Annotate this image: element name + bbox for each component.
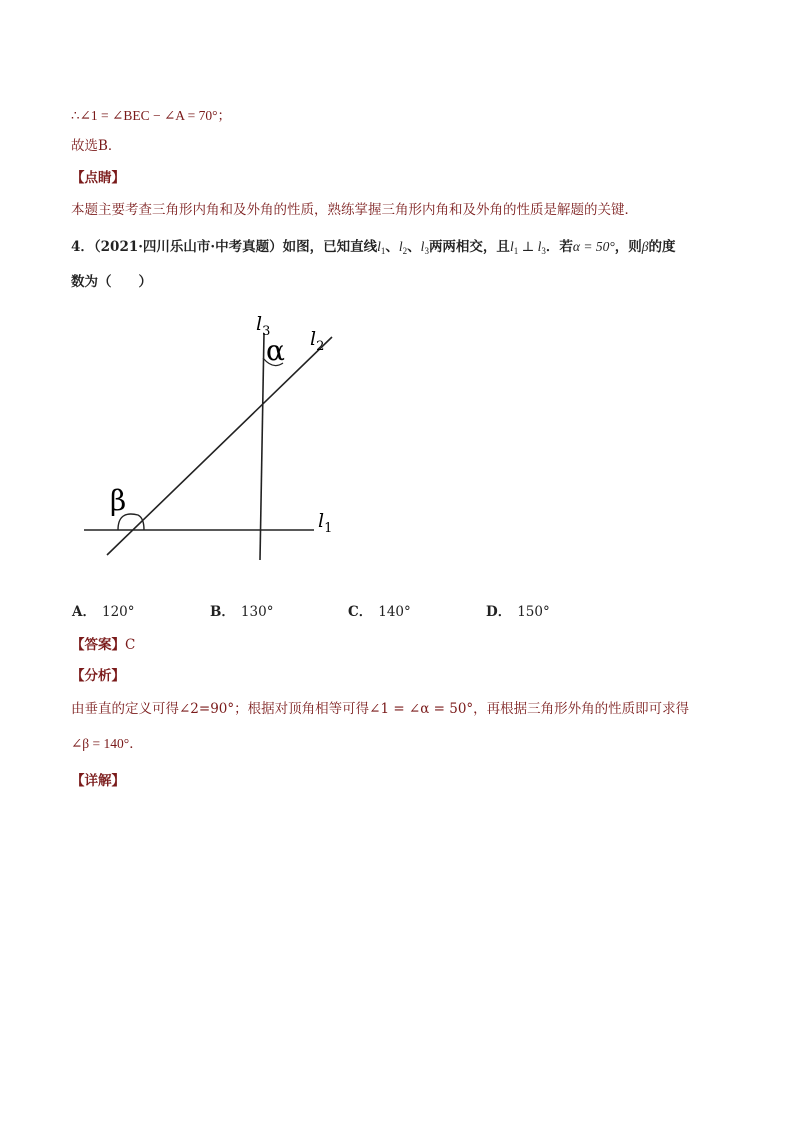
option-value: 140° (378, 604, 411, 620)
answer-value: C (125, 637, 136, 653)
stem-part: 的度 (648, 239, 676, 255)
question-source: （2021·四川乐山市·中考真题） (93, 239, 283, 255)
separator: 、 (407, 239, 421, 255)
stem-part: 如图，已知直线 (282, 239, 378, 255)
label-l3: $l_3$ (256, 313, 271, 339)
option-a[interactable] (72, 600, 135, 620)
analysis-line2: ∠β = 140°． (71, 736, 143, 751)
question-stem-line2: 数为（ ） (71, 274, 152, 290)
conclusion-line: ∴∠1 = ∠BEC − ∠A = 70°； (71, 108, 232, 123)
perp-expression (510, 239, 546, 254)
comment-text: 本题主要考查三角形内角和及外角的性质，熟练掌握三角形内角和及外角的性质是解题的关键． (71, 202, 638, 218)
option-value: 150° (517, 604, 550, 620)
option-letter: C． (348, 604, 373, 620)
subscript: 3 (541, 246, 546, 256)
line-l3 (260, 333, 264, 560)
option-b[interactable] (210, 600, 273, 620)
label-beta: β (110, 484, 127, 517)
l-letter: l (537, 239, 542, 254)
subscript: 3 (424, 246, 429, 256)
stem-part: 两两相交，且 (428, 239, 510, 255)
option-value: 120° (101, 604, 135, 620)
l-letter: l (377, 239, 381, 254)
l-letter: l (509, 239, 514, 254)
option-d[interactable] (486, 600, 550, 620)
option-letter: A． (72, 604, 96, 620)
option-c[interactable] (348, 600, 411, 620)
label-l2: $l_2$ (310, 328, 325, 354)
subscript: 1 (513, 246, 519, 256)
subscript: 2 (402, 246, 408, 256)
perp-symbol: ⊥ (521, 239, 535, 254)
beta-symbol: β (641, 239, 649, 254)
stem-part: ，则 (614, 239, 642, 255)
answer-title: 【答案】 (71, 637, 125, 653)
question-number: 4． (71, 239, 94, 255)
option-letter: D． (486, 604, 512, 620)
analysis-title: 【分析】 (71, 668, 125, 684)
question-stem (71, 235, 676, 256)
line-l3-symbol (421, 239, 429, 254)
option-value: 130° (240, 604, 274, 620)
option-letter: B． (210, 604, 235, 620)
label-alpha: α (266, 334, 285, 367)
line-l2 (107, 337, 332, 555)
geometry-figure (70, 305, 370, 575)
alpha-value: α = 50° (572, 239, 615, 254)
separator: 、 (385, 239, 399, 255)
choice-line: 故选B． (71, 138, 122, 154)
line-l2-symbol (399, 239, 407, 254)
comment-title: 【点睛】 (71, 170, 125, 186)
analysis-line1: 由垂直的定义可得∠2=90°；根据对顶角相等可得∠1 = ∠α = 50°，再根据三角形外角的性质即可求得 (71, 701, 690, 717)
l-letter: l (420, 239, 425, 254)
subscript: 1 (380, 246, 386, 256)
answer-line (71, 633, 135, 653)
stem-part: ．若 (545, 239, 573, 255)
detail-title: 【详解】 (71, 773, 125, 789)
l-letter: l (398, 239, 403, 254)
label-l1: $l_1$ (318, 510, 333, 536)
